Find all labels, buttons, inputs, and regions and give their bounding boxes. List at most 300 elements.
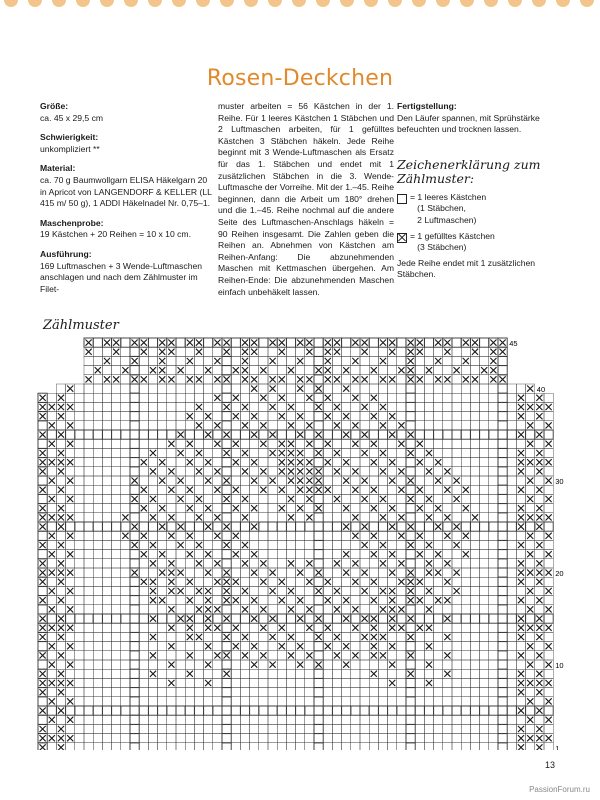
chart-cell	[139, 476, 148, 485]
filled-cell-mark	[297, 643, 303, 649]
filled-cell-mark	[159, 340, 165, 346]
chart-cell	[360, 688, 369, 697]
chart-cell	[323, 706, 332, 715]
chart-cell	[231, 651, 240, 660]
filled-cell-mark	[527, 735, 533, 741]
chart-cell	[66, 540, 75, 549]
filled-cell-mark	[168, 487, 174, 493]
chart-cell	[102, 577, 111, 586]
filled-cell-mark	[481, 367, 487, 373]
chart-cell	[176, 632, 185, 641]
chart-cell	[369, 715, 378, 724]
chart-cell	[250, 605, 259, 614]
filled-cell-mark	[224, 478, 230, 484]
chart-cell	[452, 430, 461, 439]
chart-cell	[296, 669, 305, 678]
filled-cell-mark	[205, 551, 211, 557]
chart-cell	[121, 577, 130, 586]
filled-cell-mark	[132, 496, 138, 502]
chart-cell	[93, 743, 102, 750]
chart-cell	[342, 439, 351, 448]
chart-cell	[277, 402, 286, 411]
chart-cell	[452, 338, 461, 347]
chart-cell	[231, 494, 240, 503]
chart-cell	[121, 724, 130, 733]
chart-cell	[102, 688, 111, 697]
chart-cell	[388, 448, 397, 457]
chart-cell	[489, 531, 498, 540]
chart-cell	[38, 660, 47, 669]
chart-cell	[526, 706, 535, 715]
filled-cell-mark	[260, 367, 266, 373]
chart-cell	[213, 715, 222, 724]
filled-cell-mark	[40, 560, 46, 566]
filled-cell-mark	[518, 680, 524, 686]
chart-cell	[130, 513, 139, 522]
chart-cell	[176, 513, 185, 522]
filled-cell-mark	[316, 634, 322, 640]
chart-cell	[75, 632, 84, 641]
chart-cell	[498, 743, 507, 750]
chart-cell	[323, 504, 332, 513]
chart-cell	[286, 347, 295, 356]
chart-cell	[139, 669, 148, 678]
filled-cell-mark	[270, 634, 276, 640]
filled-cell-mark	[343, 616, 349, 622]
filled-cell-mark	[168, 606, 174, 612]
chart-cell	[397, 678, 406, 687]
chart-cell	[406, 678, 415, 687]
chart-cell	[213, 568, 222, 577]
chart-title: Zählmuster	[43, 318, 119, 333]
chart-cell	[342, 559, 351, 568]
chart-cell	[544, 596, 553, 605]
chart-cell	[231, 568, 240, 577]
chart-cell	[369, 559, 378, 568]
chart-cell	[498, 430, 507, 439]
chart-cell	[176, 393, 185, 402]
chart-cell	[296, 605, 305, 614]
chart-cell	[176, 467, 185, 476]
chart-cell	[213, 697, 222, 706]
filled-cell-mark	[417, 441, 423, 447]
chart-cell	[84, 724, 93, 733]
chart-cell	[259, 660, 268, 669]
chart-cell	[443, 678, 452, 687]
filled-cell-mark	[297, 570, 303, 576]
filled-cell-mark	[224, 432, 230, 438]
filled-cell-mark	[536, 395, 542, 401]
filled-cell-mark	[288, 404, 294, 410]
chart-cell	[240, 596, 249, 605]
filled-cell-mark	[279, 579, 285, 585]
filled-cell-mark	[536, 579, 542, 585]
filled-cell-mark	[279, 487, 285, 493]
filled-cell-mark	[224, 671, 230, 677]
chart-cell	[240, 504, 249, 513]
chart-cell	[130, 430, 139, 439]
chart-cell	[84, 632, 93, 641]
chart-cell	[213, 734, 222, 743]
filled-cell-mark	[398, 422, 404, 428]
chart-cell	[314, 458, 323, 467]
filled-cell-mark	[196, 349, 202, 355]
chart-cell	[424, 375, 433, 384]
chart-cell	[351, 540, 360, 549]
chart-cell	[516, 715, 525, 724]
chart-cell	[351, 402, 360, 411]
filled-cell-mark	[187, 441, 193, 447]
filled-cell-mark	[187, 533, 193, 539]
chart-cell	[185, 586, 194, 595]
chart-cell	[452, 531, 461, 540]
chart-cell	[378, 522, 387, 531]
chart-cell	[204, 347, 213, 356]
filled-cell-mark	[426, 662, 432, 668]
chart-cell	[204, 734, 213, 743]
chart-cell	[194, 412, 203, 421]
filled-cell-mark	[546, 533, 552, 539]
chart-cell	[130, 347, 139, 356]
filled-cell-mark	[371, 551, 377, 557]
chart-cell	[489, 494, 498, 503]
chart-cell	[489, 715, 498, 724]
filled-cell-mark	[49, 551, 55, 557]
chart-cell	[148, 485, 157, 494]
filled-cell-mark	[362, 634, 368, 640]
filled-cell-mark	[408, 349, 414, 355]
chart-cell	[231, 724, 240, 733]
chart-cell	[388, 531, 397, 540]
chart-cell	[332, 706, 341, 715]
filled-cell-mark	[58, 560, 64, 566]
chart-cell	[176, 531, 185, 540]
filled-cell-mark	[242, 496, 248, 502]
chart-cell	[130, 559, 139, 568]
chart-cell	[102, 743, 111, 750]
filled-cell-mark	[187, 551, 193, 557]
chart-cell	[498, 586, 507, 595]
chart-cell	[213, 669, 222, 678]
chart-cell	[148, 476, 157, 485]
filled-cell-mark	[527, 625, 533, 631]
chart-cell	[93, 724, 102, 733]
filled-cell-mark	[168, 340, 174, 346]
chart-cell	[296, 678, 305, 687]
chart-cell	[415, 706, 424, 715]
filled-cell-mark	[334, 634, 340, 640]
chart-cell	[535, 605, 544, 614]
chart-cell	[369, 540, 378, 549]
chart-cell	[93, 669, 102, 678]
filled-cell-mark	[214, 579, 220, 585]
filled-cell-mark	[297, 478, 303, 484]
chart-cell	[351, 494, 360, 503]
chart-cell	[167, 632, 176, 641]
chart-cell	[406, 734, 415, 743]
chart-cell	[268, 439, 277, 448]
chart-cell	[498, 402, 507, 411]
filled-cell-mark	[196, 560, 202, 566]
filled-cell-mark	[444, 340, 450, 346]
chart-cell	[148, 393, 157, 402]
chart-cell	[360, 623, 369, 632]
filled-cell-mark	[58, 404, 64, 410]
chart-cell	[415, 384, 424, 393]
filled-cell-mark	[536, 744, 542, 750]
chart-cell	[250, 366, 259, 375]
chart-cell	[544, 614, 553, 623]
filled-cell-mark	[518, 597, 524, 603]
chart-cell	[277, 540, 286, 549]
chart-cell	[480, 660, 489, 669]
filled-cell-mark	[398, 441, 404, 447]
chart-cell	[461, 623, 470, 632]
filled-cell-mark	[297, 340, 303, 346]
chart-cell	[139, 439, 148, 448]
filled-cell-mark	[527, 606, 533, 612]
filled-cell-mark	[408, 542, 414, 548]
chart-cell	[397, 632, 406, 641]
chart-cell	[443, 642, 452, 651]
chart-cell	[516, 384, 525, 393]
filled-cell-mark	[187, 652, 193, 658]
chart-cell	[516, 642, 525, 651]
chart-cell	[167, 697, 176, 706]
chart-cell	[84, 485, 93, 494]
chart-cell	[112, 448, 121, 457]
chart-cell	[47, 688, 56, 697]
chart-cell	[305, 550, 314, 559]
filled-cell-mark	[196, 404, 202, 410]
chart-cell	[360, 513, 369, 522]
filled-cell-mark	[279, 625, 285, 631]
chart-cell	[213, 402, 222, 411]
chart-cell	[277, 734, 286, 743]
chart-cell	[47, 559, 56, 568]
chart-cell	[222, 678, 231, 687]
chart-cell	[388, 651, 397, 660]
chart-cell	[231, 715, 240, 724]
chart-cell	[121, 439, 130, 448]
chart-cell	[56, 642, 65, 651]
filled-cell-mark	[67, 478, 73, 484]
filled-cell-mark	[260, 487, 266, 493]
chart-cell	[286, 393, 295, 402]
filled-cell-mark	[58, 708, 64, 714]
filled-cell-mark	[325, 579, 331, 585]
chart-cell	[277, 366, 286, 375]
chart-cell	[47, 743, 56, 750]
filled-cell-mark	[40, 744, 46, 750]
chart-cell	[424, 338, 433, 347]
filled-cell-mark	[67, 441, 73, 447]
chart-cell	[130, 614, 139, 623]
finishing-heading: Fertigstellung:	[397, 101, 457, 111]
chart-cell	[277, 632, 286, 641]
chart-cell	[443, 743, 452, 750]
chart-cell	[268, 504, 277, 513]
chart-cell	[507, 660, 516, 669]
chart-cell	[139, 402, 148, 411]
chart-cell	[185, 605, 194, 614]
chart-cell	[296, 697, 305, 706]
gauge-heading: Maschenprobe:	[40, 217, 104, 228]
chart-cell	[544, 688, 553, 697]
chart-cell	[268, 697, 277, 706]
filled-cell-mark	[58, 579, 64, 585]
chart-cell	[452, 614, 461, 623]
chart-cell	[305, 688, 314, 697]
chart-cell	[250, 402, 259, 411]
filled-cell-mark	[454, 367, 460, 373]
chart-cell	[489, 393, 498, 402]
chart-cell	[194, 356, 203, 365]
chart-cell	[378, 596, 387, 605]
filled-cell-mark	[187, 413, 193, 419]
chart-cell	[222, 734, 231, 743]
chart-cell	[286, 734, 295, 743]
filled-cell-mark	[306, 395, 312, 401]
chart-cell	[176, 688, 185, 697]
chart-cell	[286, 678, 295, 687]
chart-cell	[102, 632, 111, 641]
page-number: 13	[544, 760, 555, 770]
chart-cell	[415, 366, 424, 375]
chart-cell	[452, 743, 461, 750]
chart-cell	[102, 485, 111, 494]
chart-cell	[222, 356, 231, 365]
chart-cell	[526, 559, 535, 568]
chart-cell	[84, 550, 93, 559]
filled-cell-mark	[40, 450, 46, 456]
chart-cell	[498, 356, 507, 365]
chart-cell	[93, 356, 102, 365]
chart-cell	[406, 697, 415, 706]
filled-cell-mark	[435, 459, 441, 465]
chart-cell	[167, 706, 176, 715]
chart-cell	[424, 531, 433, 540]
filled-cell-mark	[58, 735, 64, 741]
chart-cell	[314, 706, 323, 715]
filled-cell-mark	[150, 496, 156, 502]
filled-cell-mark	[536, 560, 542, 566]
chart-cell	[498, 448, 507, 457]
filled-cell-mark	[288, 422, 294, 428]
chart-cell	[544, 393, 553, 402]
chart-cell	[259, 430, 268, 439]
chart-cell	[332, 577, 341, 586]
filled-cell-mark	[362, 432, 368, 438]
chart-cell	[314, 531, 323, 540]
filled-cell-mark	[546, 698, 552, 704]
filled-cell-mark	[178, 450, 184, 456]
chart-cell	[314, 605, 323, 614]
chart-cell	[397, 550, 406, 559]
crochet-chart-grid	[36, 330, 576, 750]
chart-cell	[56, 531, 65, 540]
chart-cell	[102, 614, 111, 623]
chart-cell	[204, 513, 213, 522]
chart-cell	[121, 375, 130, 384]
chart-cell	[259, 632, 268, 641]
filled-cell-mark	[141, 505, 147, 511]
chart-cell	[507, 402, 516, 411]
chart-cell	[167, 458, 176, 467]
filled-cell-mark	[270, 340, 276, 346]
chart-cell	[526, 596, 535, 605]
chart-cell	[489, 669, 498, 678]
filled-cell-mark	[371, 625, 377, 631]
chart-cell	[526, 540, 535, 549]
filled-cell-mark	[187, 376, 193, 382]
chart-cell	[470, 559, 479, 568]
chart-cell	[498, 614, 507, 623]
chart-cell	[158, 623, 167, 632]
chart-cell	[240, 568, 249, 577]
chart-cell	[240, 669, 249, 678]
chart-cell	[75, 421, 84, 430]
chart-cell	[250, 678, 259, 687]
chart-cell	[268, 623, 277, 632]
filled-cell-mark	[270, 432, 276, 438]
chart-cell	[121, 421, 130, 430]
chart-cell	[222, 412, 231, 421]
filled-cell-mark	[279, 441, 285, 447]
filled-cell-mark	[518, 744, 524, 750]
chart-cell	[93, 393, 102, 402]
chart-cell	[323, 384, 332, 393]
filled-cell-mark	[187, 625, 193, 631]
chart-cell	[470, 678, 479, 687]
filled-cell-mark	[371, 579, 377, 585]
filled-cell-mark	[380, 514, 386, 520]
chart-cell	[75, 651, 84, 660]
chart-cell	[369, 430, 378, 439]
filled-cell-mark	[251, 340, 257, 346]
chart-cell	[507, 669, 516, 678]
chart-cell	[507, 632, 516, 641]
chart-cell	[434, 347, 443, 356]
filled-cell-mark	[288, 496, 294, 502]
chart-cell	[443, 412, 452, 421]
chart-cell	[424, 439, 433, 448]
chart-cell	[268, 724, 277, 733]
chart-cell	[323, 734, 332, 743]
chart-cell	[498, 623, 507, 632]
chart-cell	[102, 724, 111, 733]
filled-cell-mark	[527, 478, 533, 484]
chart-cell	[167, 688, 176, 697]
filled-cell-mark	[334, 450, 340, 456]
filled-cell-mark	[187, 505, 193, 511]
filled-cell-mark	[546, 680, 552, 686]
filled-cell-mark	[58, 413, 64, 419]
filled-cell-mark	[527, 422, 533, 428]
filled-cell-mark	[58, 634, 64, 640]
chart-cell	[314, 393, 323, 402]
chart-cell	[75, 568, 84, 577]
chart-cell	[461, 577, 470, 586]
chart-cell	[112, 596, 121, 605]
chart-cell	[544, 467, 553, 476]
filled-cell-mark	[58, 505, 64, 511]
chart-cell	[397, 375, 406, 384]
chart-cell	[231, 522, 240, 531]
filled-cell-mark	[352, 376, 358, 382]
chart-cell	[452, 559, 461, 568]
chart-cell	[102, 458, 111, 467]
